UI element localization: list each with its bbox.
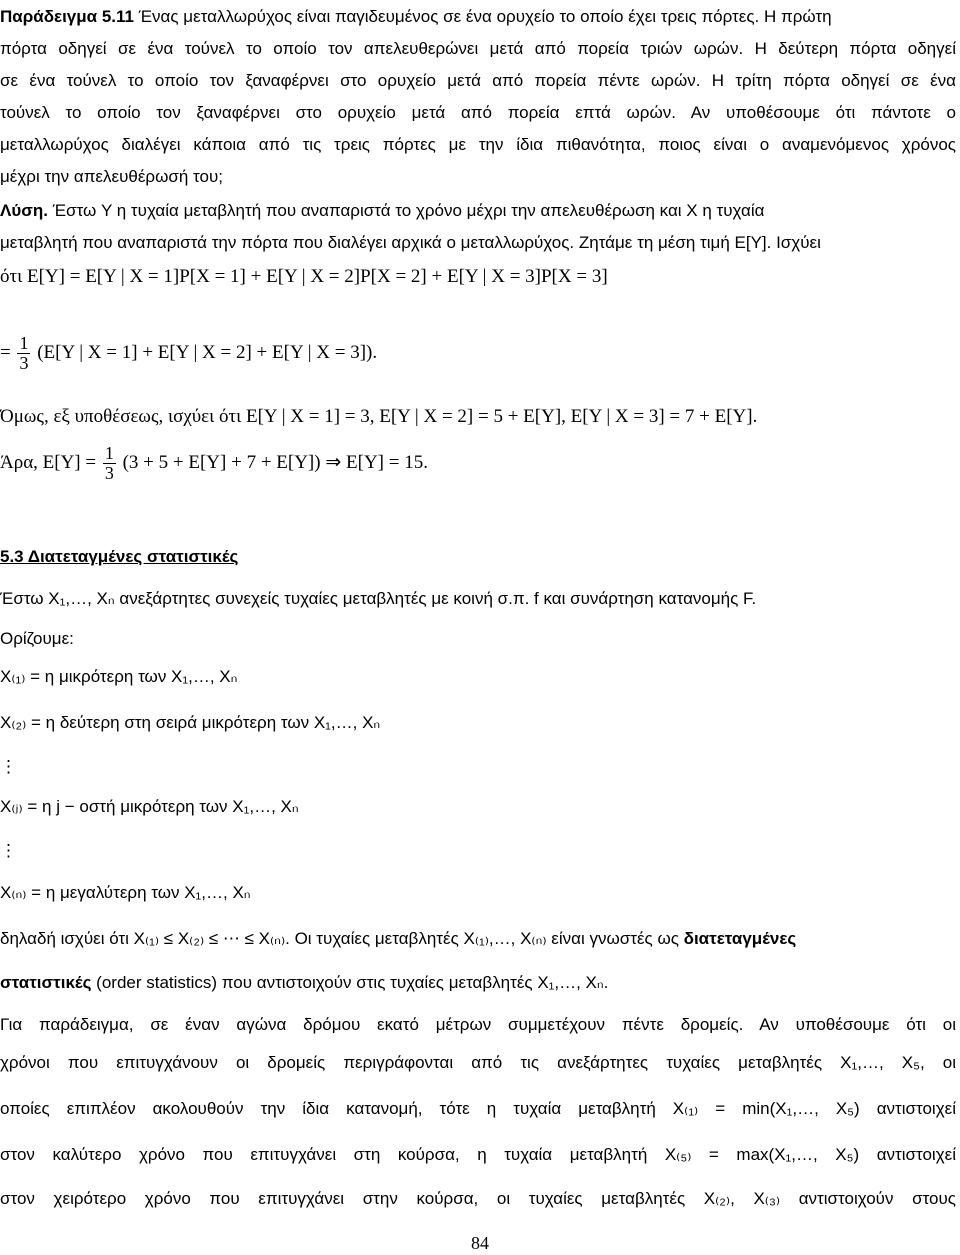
fraction-one-third-2 bbox=[103, 444, 116, 483]
fraction-denominator-2: 3 bbox=[104, 463, 114, 484]
definition-j: X₍ⱼ₎ = η j − οστή μικρότερη των X₁,…, Xₙ bbox=[0, 797, 299, 816]
fraction-numerator-2: 1 bbox=[104, 443, 114, 464]
example-title: Παράδειγμα 5.11 bbox=[0, 7, 134, 26]
fraction-denominator: 3 bbox=[19, 353, 29, 374]
solution-line-4-text: (E[Y | X = 1] + E[Y | X = 2] + E[Y | X = 3]). bbox=[37, 342, 378, 363]
definition-n: X₍ₙ₎ = η μεγαλύτερη των X₁,…, Xₙ bbox=[0, 883, 251, 902]
solution-label: Λύση. bbox=[0, 201, 48, 220]
order-stat-term-1: διατεταγμένες bbox=[683, 929, 797, 948]
solution-line-3: ότι E[Y] = E[Y | X = 1]P[X = 1] + E[Y | X = 2]P[X = 2] + E[Y | X = 3]P[X = 3] bbox=[0, 266, 608, 287]
order-stat-term-2: στατιστικές bbox=[0, 973, 92, 992]
fraction-numerator: 1 bbox=[19, 333, 29, 354]
solution-line-6-text: (3 + 5 + E[Y] + 7 + E[Y]) ⇒ E[Y] = 15. bbox=[122, 452, 428, 473]
solution-line-6 bbox=[0, 440, 960, 486]
solution-line-4 bbox=[0, 330, 960, 376]
example-line-2: πόρτα οδηγεί σε ένα τούνελ το οποίο τον απελευθερώνει μετά από πορεία τριών ωρών. Η δεύτερη πόρτα οδηγεί bbox=[0, 39, 956, 58]
example-text-1: Ένας μεταλλωρύχος είναι παγιδευμένος σε ένα ορυχείο το οποίο έχει τρεις πόρτες. Η πρώτη bbox=[133, 7, 832, 26]
example-line-5: μεταλλωρύχος διαλέγει κάποια από τις τρεις πόρτες με την ίδια πιθανότητα, ποιος είναι ο αναμενόμενος χρόνος bbox=[0, 135, 956, 154]
solution-line-1 bbox=[0, 200, 960, 222]
section-intro: Έστω X₁,…, Xₙ ανεξάρτητες συνεχείς τυχαίες μεταβλητές με κοινή σ.π. f και συνάρτηση κατανομής F. bbox=[0, 589, 757, 608]
example-race-line-3: οποίες επιπλέον ακολουθούν την ίδια κατανομή, τότε η τυχαία μεταβλητή X₍₁₎ = min(X₁,…, X₅) αντιστοιχεί bbox=[0, 1099, 956, 1118]
section-title-text: 5.3 Διατεταγμένες στατιστικές bbox=[0, 547, 239, 566]
example-race-line-1: Για παράδειγμα, σε έναν αγώνα δρόμου εκατό μέτρων συμμετέχουν πέντε δρομείς. Αν υποθέσουμε ότι οι bbox=[0, 1015, 956, 1034]
example-line-6: μέχρι την απελευθέρωσή του; bbox=[0, 167, 223, 186]
page-number: 84 bbox=[471, 1233, 489, 1253]
example-line-4: τούνελ το οποίο τον ξαναφέρνει στο ορυχείο μετά από πορεία επτά ωρών. Αν υποθέσουμε ότι πάντοτε ο bbox=[0, 103, 956, 122]
solution-text-1: Έστω Y η τυχαία μεταβλητή που αναπαριστά το χρόνο μέχρι την απελευθέρωση και X η τυχαία bbox=[47, 201, 765, 220]
order-stat-line-1 bbox=[0, 928, 960, 950]
example-line-3: σε ένα τούνελ το οποίο τον ξαναφέρνει στο ορυχείο μετά από πορεία πέντε ωρών. Η τρίτη πόρτα οδηγεί σε ένα bbox=[0, 71, 956, 90]
vertical-dots-2: ⋮ bbox=[0, 841, 17, 860]
vertical-dots-1: ⋮ bbox=[0, 757, 17, 776]
example-line-1 bbox=[0, 6, 960, 28]
example-race-line-2: χρόνοι που επιτυγχάνουν οι δρομείς περιγράφονται από τις ανεξάρτητες τυχαίες μεταβλητές X₁,…, X₅, οι bbox=[0, 1053, 956, 1072]
order-stat-text-2: (order statistics) που αντιστοιχούν στις τυχαίες μεταβλητές X₁,…, Xₙ. bbox=[91, 973, 609, 992]
solution-line-6-prefix: Άρα, E[Y] = bbox=[0, 452, 97, 473]
order-stat-text: δηλαδή ισχύει ότι X₍₁₎ ≤ X₍₂₎ ≤ ⋯ ≤ X₍ₙ₎. Οι τυχαίες μεταβλητές X₍₁₎,…, X₍ₙ₎ είναι γνωστές ως bbox=[0, 929, 684, 948]
example-race-line-4: στον καλύτερο χρόνο που επιτυγχάνει στη κούρσα, η τυχαία μεταβλητή X₍₅₎ = max(X₁,…, X₅) αντιστοιχεί bbox=[0, 1145, 956, 1164]
solution-line-2: μεταβλητή που αναπαριστά την πόρτα που διαλέγει αρχικά ο μεταλλωρύχος. Ζητάμε τη μέση τιμή E[Y]. Ισχύει bbox=[0, 233, 821, 252]
solution-line-5: Όμως, εξ υποθέσεως, ισχύει ότι E[Y | X = 1] = 3, E[Y | X = 2] = 5 + E[Y], E[Y | X = 3] = 7 + E[Y]. bbox=[0, 406, 758, 427]
section-define: Ορίζουμε: bbox=[0, 629, 74, 648]
section-title bbox=[0, 546, 960, 568]
definition-1: X₍₁₎ = η μικρότερη των X₁,…, Xₙ bbox=[0, 667, 238, 686]
order-stat-line-2 bbox=[0, 972, 960, 994]
equals-sign: = bbox=[0, 342, 11, 363]
example-race-line-5: στον χειρότερο χρόνο που επιτυγχάνει στην κούρσα, οι τυχαίες μεταβλητές X₍₂₎, X₍₃₎ αντιστοιχούν στους bbox=[0, 1189, 956, 1208]
fraction-one-third bbox=[17, 334, 30, 373]
definition-2: X₍₂₎ = η δεύτερη στη σειρά μικρότερη των X₁,…, Xₙ bbox=[0, 713, 381, 732]
